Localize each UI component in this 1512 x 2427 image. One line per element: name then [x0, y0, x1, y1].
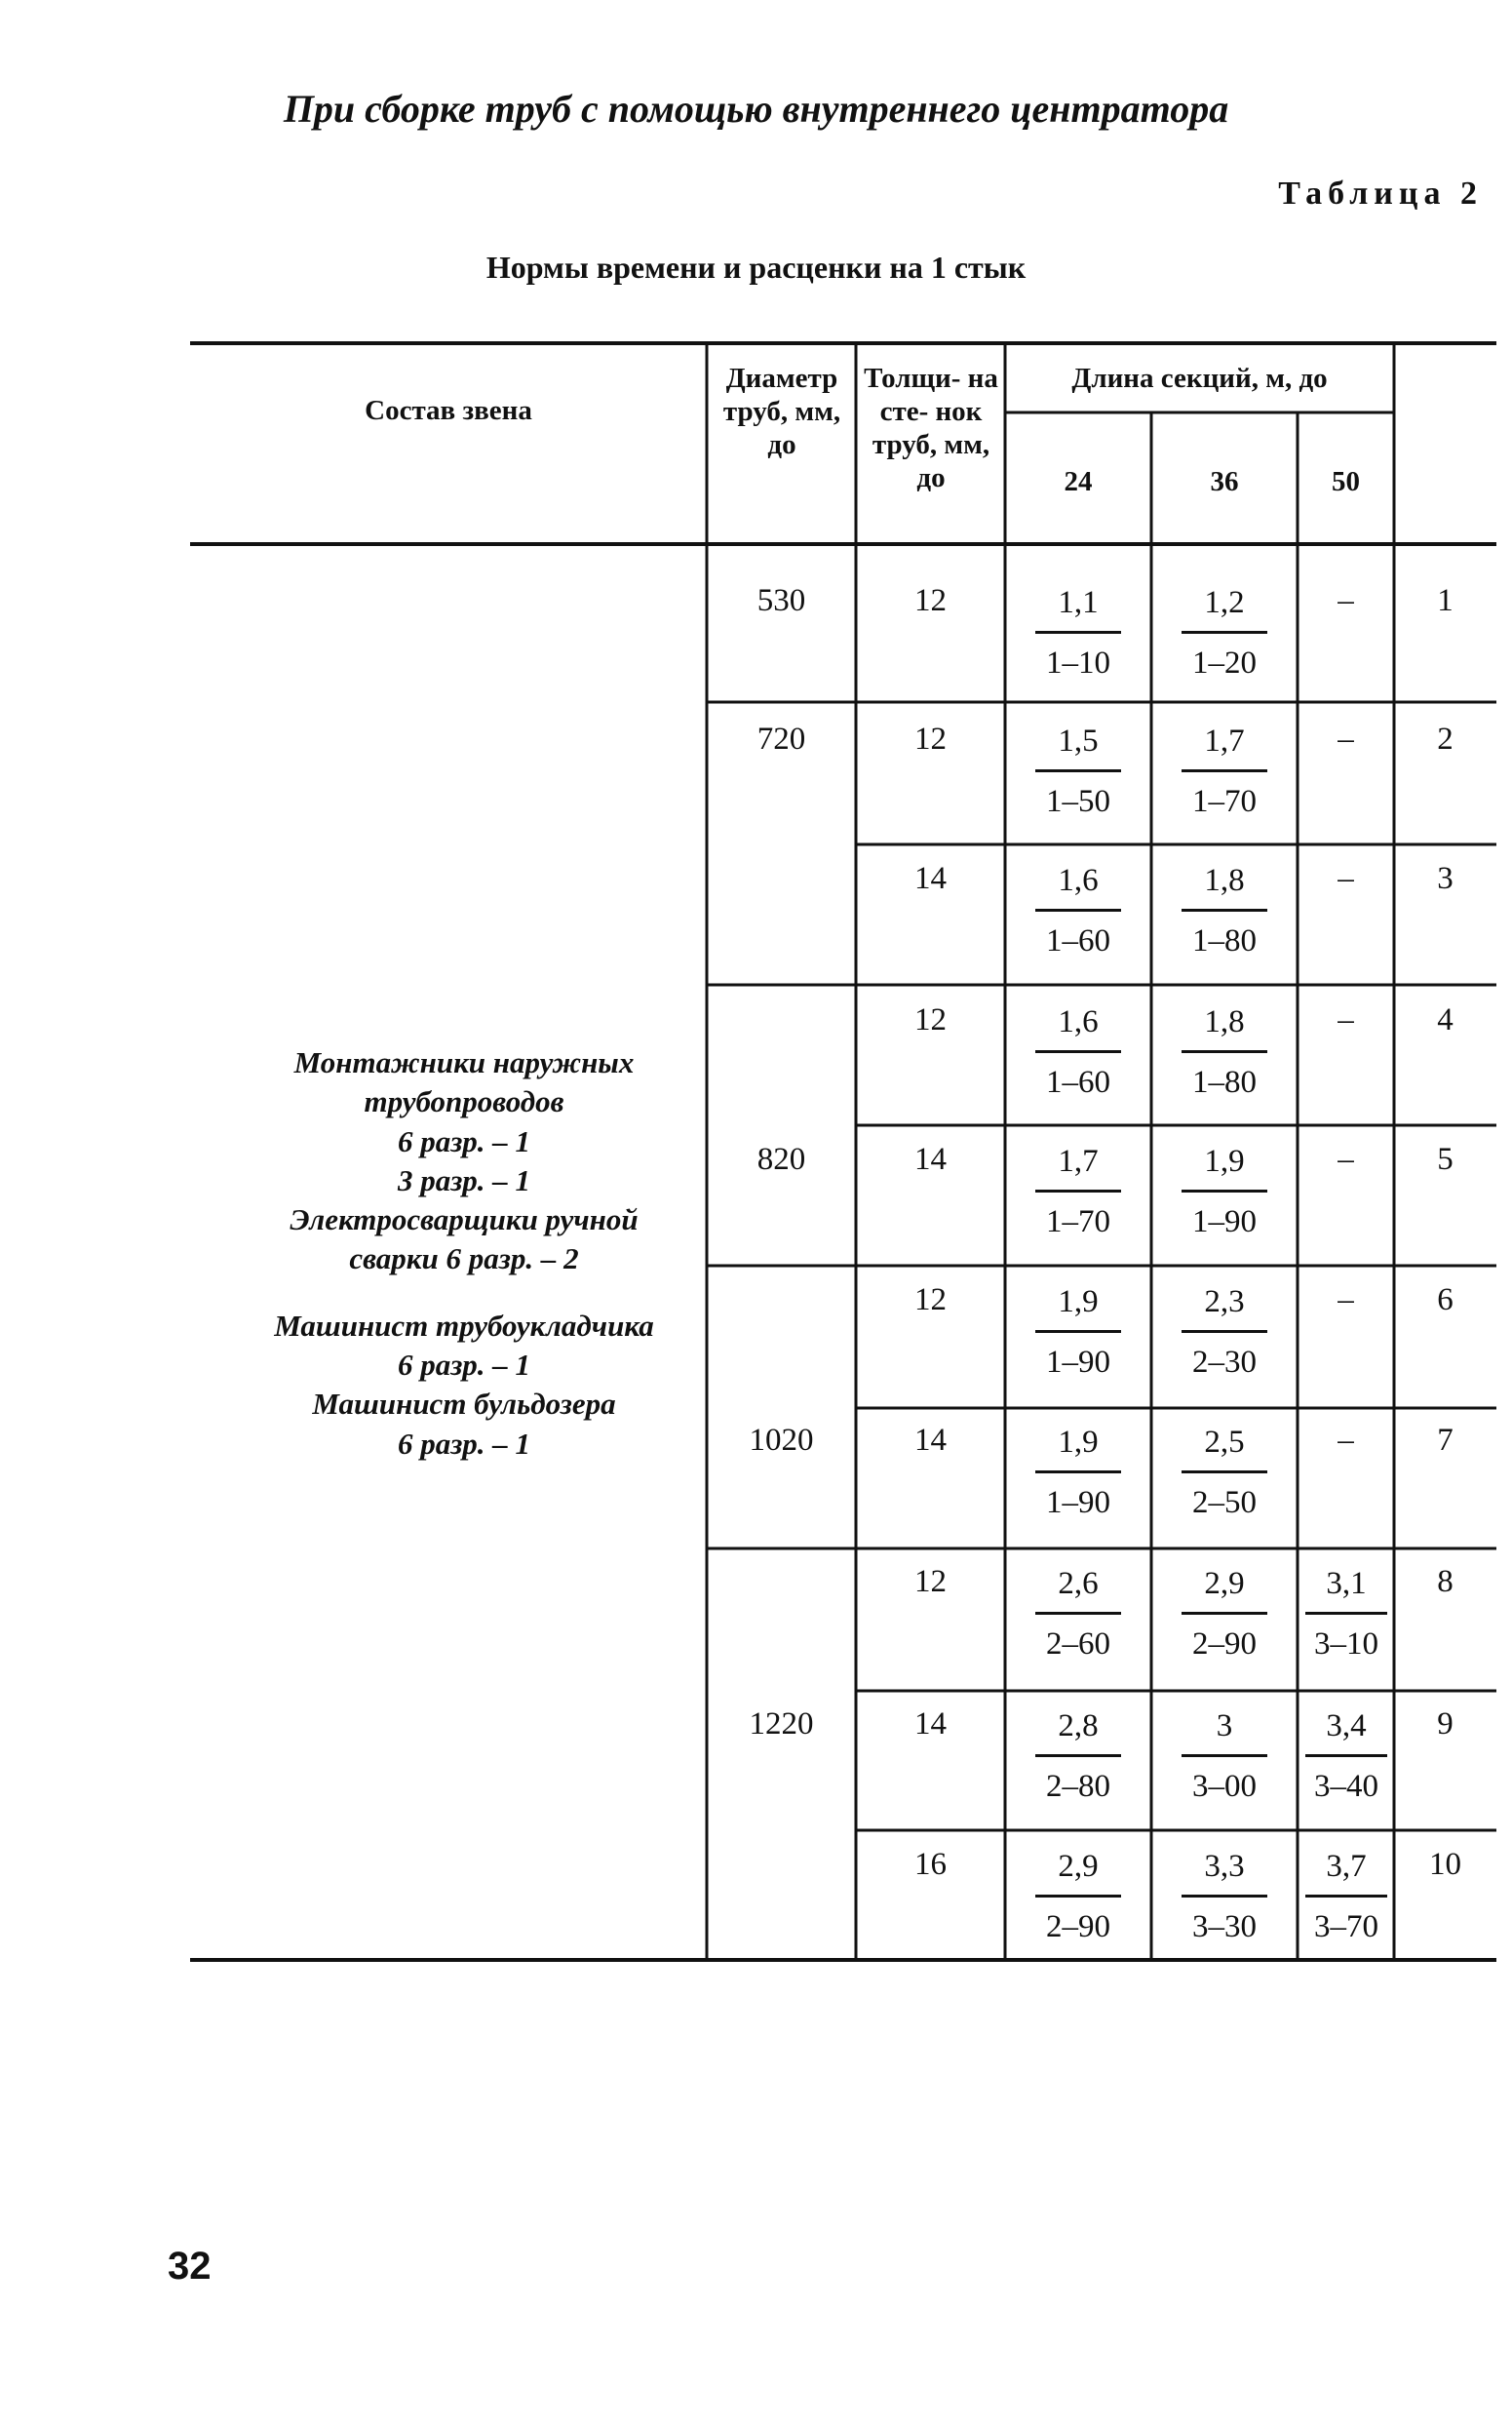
row-number: 10: [1429, 1847, 1461, 1882]
diameter-cell: 820: [756, 1142, 806, 1177]
norm-50: –: [1338, 1002, 1354, 1037]
norm-36: $\frac{1,9}{1-90}$: [1176, 1144, 1273, 1240]
crew-line: 3 разр. – 1: [397, 1162, 531, 1197]
row-number: 4: [1437, 1002, 1454, 1037]
norm-36: $\frac{1,8}{1-80}$: [1176, 1004, 1273, 1101]
norm-50: –: [1338, 722, 1354, 757]
table-subtitle: Нормы времени и расценки на 1 стык: [485, 250, 1027, 285]
table-label: Таблица 2: [1278, 176, 1483, 212]
norm-50: $\frac{3,7}{3-70}$: [1299, 1849, 1393, 1945]
crew-composition: [191, 1043, 737, 1464]
diameter-cell: 720: [756, 722, 806, 757]
thickness-cell: 12: [914, 722, 947, 757]
crew-line: Машинист трубоукладчика: [274, 1308, 654, 1343]
thickness-cell: 12: [914, 1564, 947, 1599]
crew-line: Машинист бульдозера: [312, 1387, 616, 1422]
norm-24: $\frac{2,6}{2-60}$: [1029, 1566, 1127, 1663]
diameter-cell: 1020: [749, 1423, 814, 1458]
norm-36: $\frac{2,9}{2-90}$: [1176, 1566, 1273, 1663]
crew-line: сварки 6 разр. – 2: [349, 1241, 579, 1276]
row-number: 3: [1437, 861, 1454, 896]
norm-50: –: [1338, 583, 1354, 618]
norm-24: $\frac{1,5}{1-50}$: [1029, 724, 1127, 820]
norm-50: $\frac{3,4}{3-40}$: [1299, 1708, 1393, 1805]
thickness-cell: 16: [914, 1847, 947, 1882]
thickness-cell: 14: [914, 861, 947, 896]
header-length: Длина секций, м, до: [1071, 363, 1328, 394]
crew-line: 6 разр. – 1: [397, 1426, 531, 1461]
diameter-cell: 530: [756, 583, 806, 618]
norm-36: $\frac{2,3}{2-30}$: [1176, 1284, 1273, 1381]
thickness-cell: 14: [914, 1142, 947, 1177]
header-thickness: Толщи- на сте- нок труб, мм, до: [864, 363, 998, 493]
page-heading: При сборке труб с помощью внутреннего центратора: [283, 87, 1229, 131]
norm-36: $\frac{1,7}{1-70}$: [1176, 724, 1273, 820]
norm-24: $\frac{1,1}{1-10}$: [1029, 585, 1127, 682]
norm-24: $\frac{1,7}{1-70}$: [1029, 1144, 1127, 1240]
norm-24: $\frac{2,8}{2-80}$: [1029, 1708, 1127, 1805]
header-crew: Состав звена: [365, 395, 532, 426]
thickness-cell: 14: [914, 1423, 947, 1458]
norm-36: $\frac{3,3}{3-30}$: [1176, 1849, 1273, 1945]
crew-line: 6 разр. – 1: [397, 1123, 531, 1158]
row-number: 9: [1437, 1706, 1454, 1742]
crew-line: Электросварщики ручной: [290, 1202, 639, 1237]
norm-50: –: [1338, 1282, 1354, 1317]
norm-24: $\frac{1,9}{1-90}$: [1029, 1425, 1127, 1521]
page-number: 32: [168, 2245, 212, 2288]
norm-36: $\frac{2,5}{2-50}$: [1176, 1425, 1273, 1521]
row-number: 5: [1437, 1142, 1454, 1177]
norm-50: –: [1338, 861, 1354, 896]
norm-36: $\frac{1,8}{1-80}$: [1176, 863, 1273, 959]
norm-36: $\frac{3}{3-00}$: [1176, 1708, 1273, 1805]
row-number: 8: [1437, 1564, 1454, 1599]
crew-line: трубопроводов: [364, 1084, 564, 1119]
header-length-36: 36: [1210, 466, 1239, 497]
norm-50: –: [1338, 1142, 1354, 1177]
norm-24: $\frac{1,6}{1-60}$: [1029, 1004, 1127, 1101]
norm-50: $\frac{3,1}{3-10}$: [1299, 1566, 1393, 1663]
thickness-cell: 12: [914, 583, 947, 618]
row-number: 1: [1437, 583, 1454, 618]
thickness-cell: 12: [914, 1002, 947, 1037]
norm-36: $\frac{1,2}{1-20}$: [1176, 585, 1273, 682]
norm-24: $\frac{1,6}{1-60}$: [1029, 863, 1127, 959]
norm-50: –: [1338, 1423, 1354, 1458]
thickness-cell: 12: [914, 1282, 947, 1317]
row-number: 7: [1437, 1423, 1454, 1458]
header-length-50: 50: [1332, 466, 1360, 497]
crew-line: Монтажники наружных: [293, 1045, 635, 1079]
norm-24: $\frac{2,9}{2-90}$: [1029, 1849, 1127, 1945]
thickness-cell: 14: [914, 1706, 947, 1742]
diameter-cell: 1220: [749, 1706, 814, 1742]
row-number: 6: [1437, 1282, 1454, 1317]
row-number: 2: [1437, 722, 1454, 757]
header-diameter: Диаметр труб, мм, до: [722, 363, 841, 460]
crew-line: 6 разр. – 1: [397, 1348, 531, 1383]
norm-24: $\frac{1,9}{1-90}$: [1029, 1284, 1127, 1381]
header-length-24: 24: [1064, 466, 1093, 497]
